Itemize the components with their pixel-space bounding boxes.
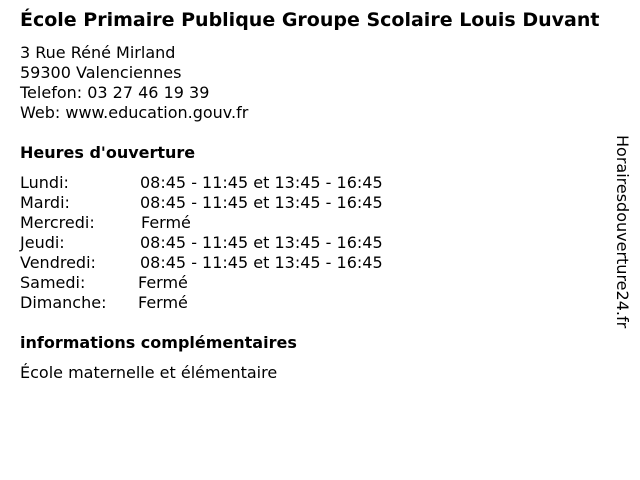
day-label: Samedi: [20,273,86,292]
day-label: Dimanche: [20,293,107,312]
day-label: Mardi: [20,193,70,212]
hours-row-sunday [20,293,612,313]
address-city: 59300 Valenciennes [20,63,182,82]
business-website: Web: www.education.gouv.fr [20,103,249,122]
time-value: Fermé [141,213,191,232]
day-label: Lundi: [20,173,69,192]
additional-info-text: École maternelle et élémentaire [20,363,278,382]
business-name: École Primaire Publique Groupe Scolaire Louis Duvant [20,9,600,31]
additional-info-heading: informations complémentaires [20,333,297,352]
time-value: 08:45 - 11:45 et 13:45 - 16:45 [140,233,383,252]
day-label: Mercredi: [20,213,95,232]
opening-hours-heading: Heures d'ouverture [20,143,196,162]
time-value: 08:45 - 11:45 et 13:45 - 16:45 [140,173,383,192]
hours-row-monday [20,173,612,193]
hours-row-thursday [20,233,612,253]
time-value: 08:45 - 11:45 et 13:45 - 16:45 [140,193,383,212]
business-phone: Telefon: 03 27 46 19 39 [20,83,210,102]
time-value: Fermé [138,273,188,292]
hours-row-saturday [20,273,612,293]
site-brand-label: Horairesdouverture24.fr [613,135,632,329]
day-label: Vendredi: [20,253,96,272]
day-label: Jeudi: [20,233,65,252]
business-card [20,10,612,383]
hours-row-friday [20,253,612,273]
hours-row-wednesday [20,213,612,233]
opening-hours-list [20,173,612,313]
address-street: 3 Rue Réné Mirland [20,43,176,62]
business-address [20,43,612,123]
time-value: 08:45 - 11:45 et 13:45 - 16:45 [140,253,383,272]
hours-row-tuesday [20,193,612,213]
time-value: Fermé [138,293,188,312]
